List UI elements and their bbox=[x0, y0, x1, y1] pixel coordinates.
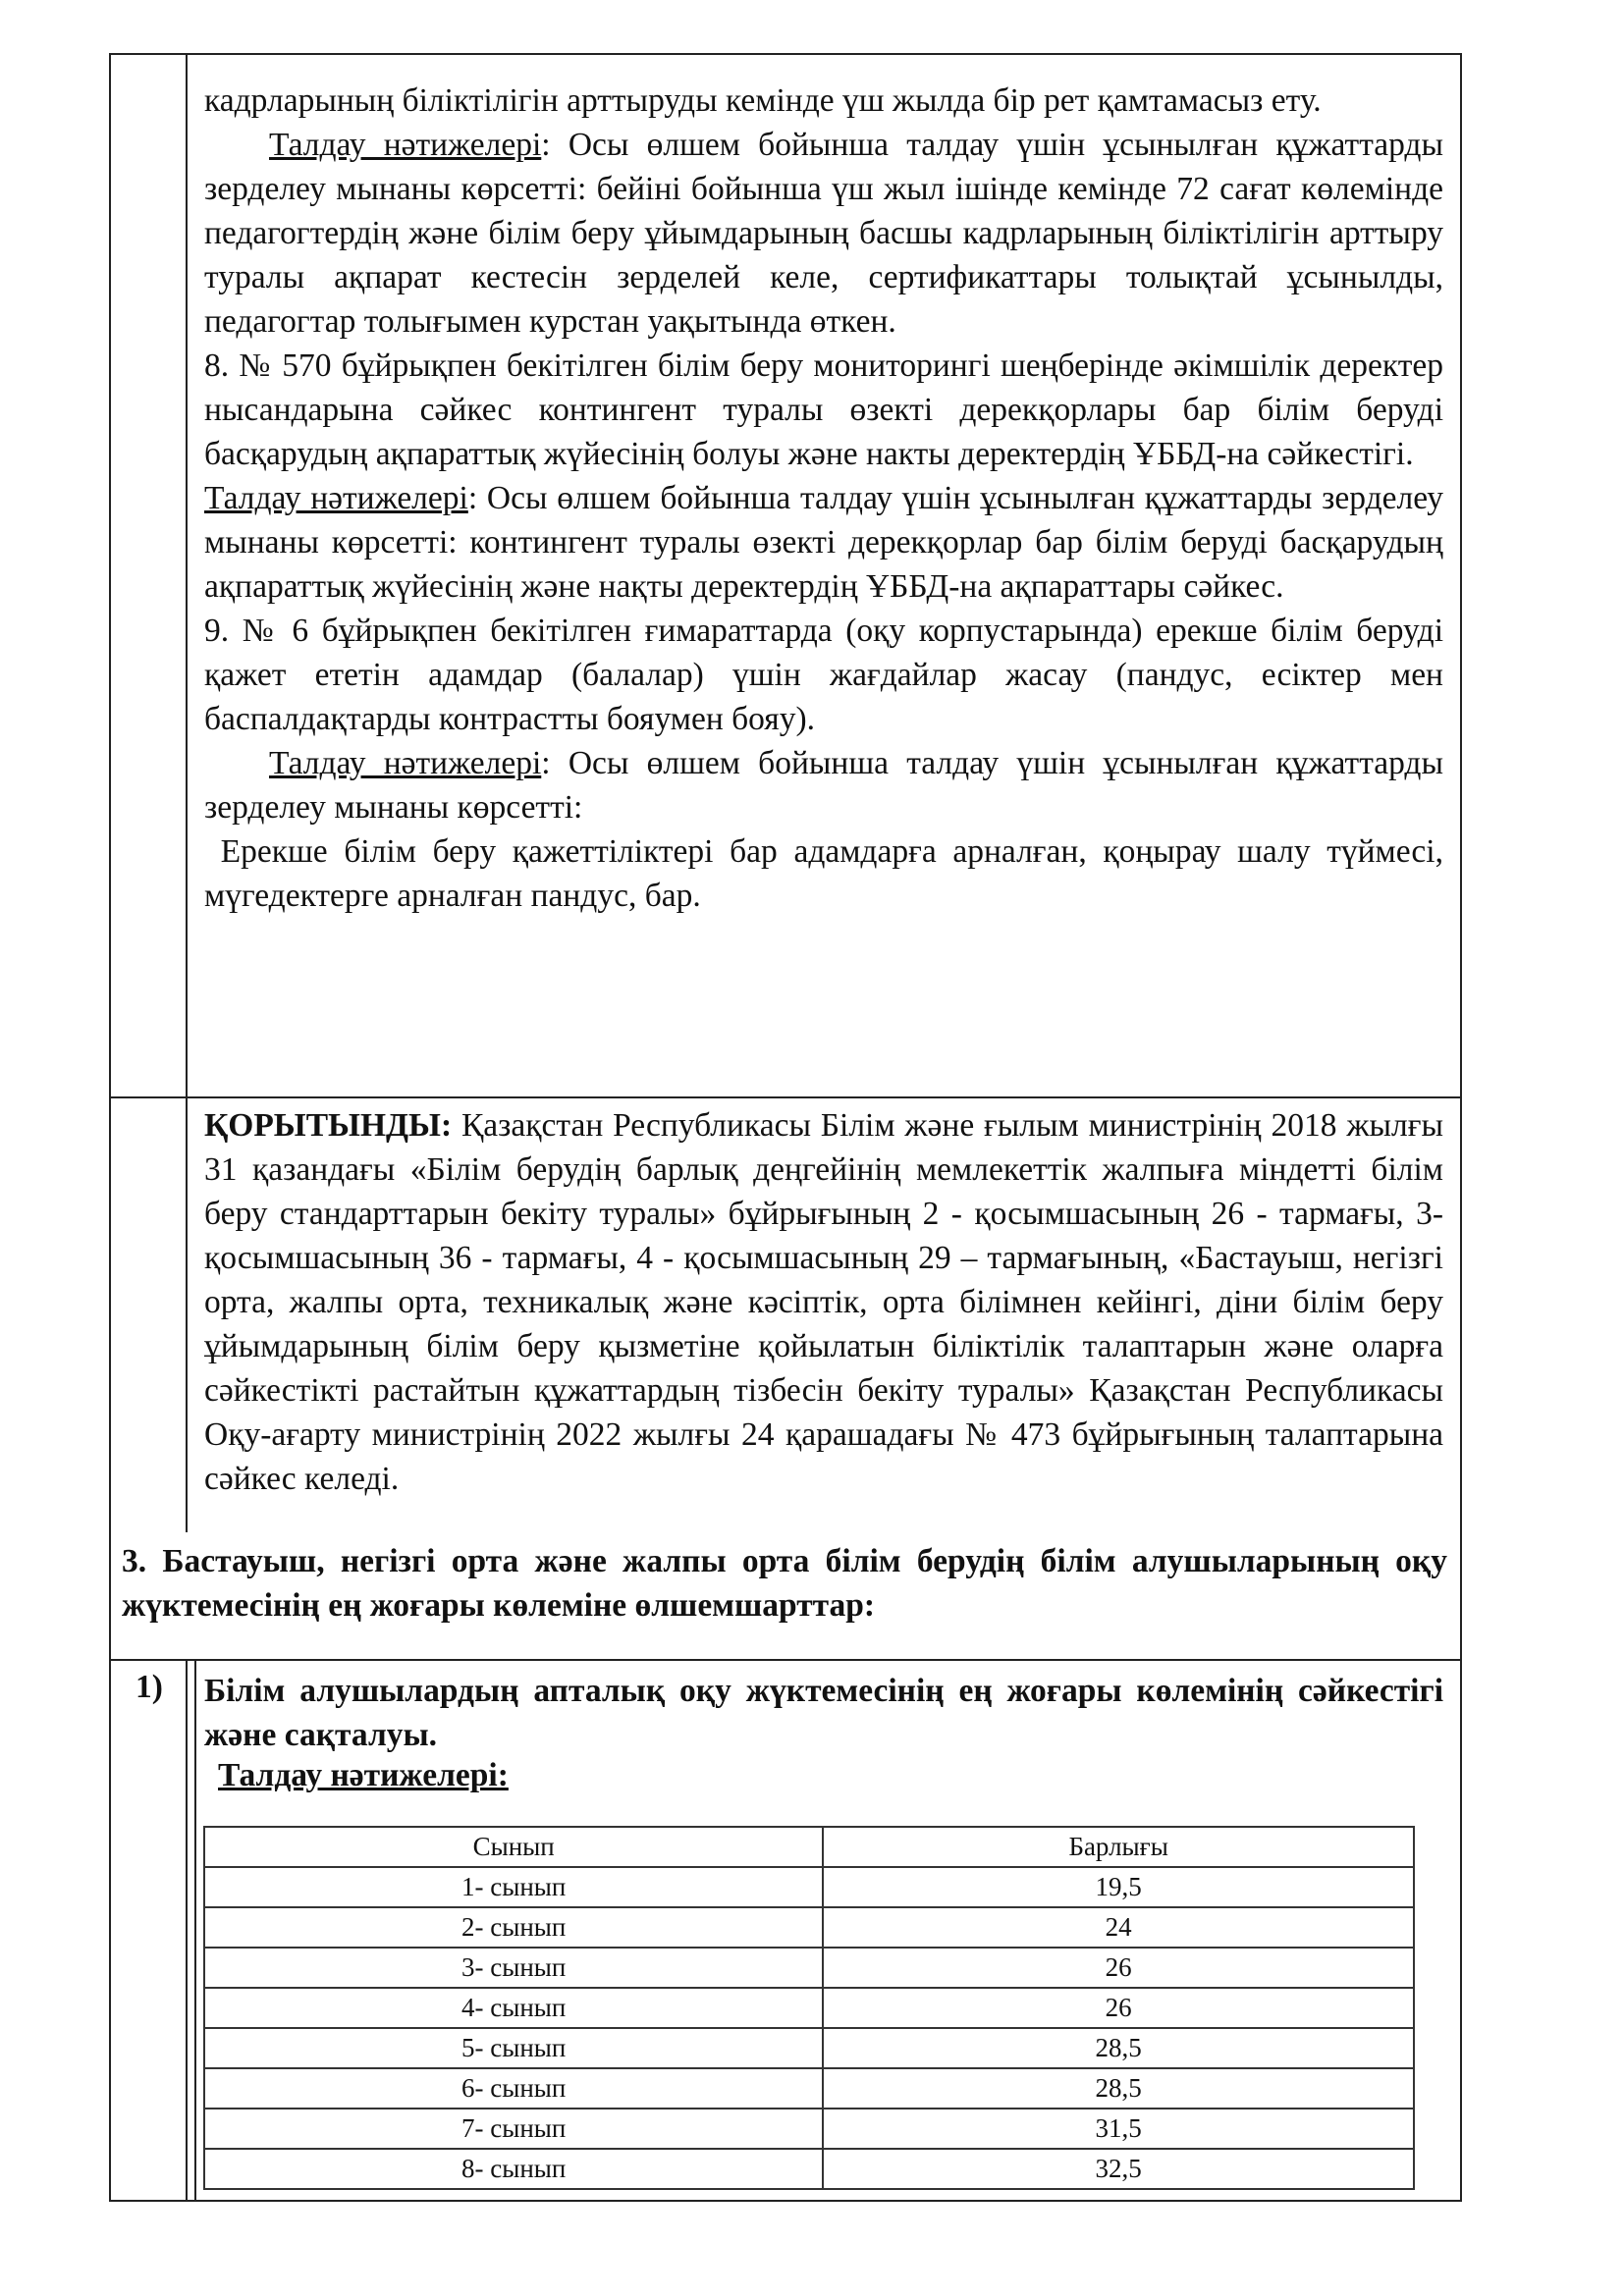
table-row bbox=[204, 1988, 1414, 2028]
analysis-text: : Осы өлшем бойынша талдау үшін ұсынылған құжаттарды зерделеу мынаны көрсетті: bbox=[204, 745, 1443, 826]
analysis-detail-9: Ерекше білім беру қажеттіліктері бар адамдарға арналған, қоңырау шалу түймесі, мүгедектерге арналған пандус, бар. bbox=[204, 833, 1452, 914]
table-header-row bbox=[204, 1827, 1414, 1867]
grade-cell: 8- сынып bbox=[204, 2149, 823, 2189]
criterion-9: 9. № 6 бұйрықпен бекітілген ғимараттарда (оқу корпустарында) ерекше білім беруді қажет ететін адамдар (балалар) үшін жағдайлар жасау (пандус, есіктер мен баспалдақтарды контрастты бояумен бояу). bbox=[204, 613, 1443, 737]
grade-cell: 6- сынып bbox=[204, 2068, 823, 2109]
grade-cell: 3- сынып bbox=[204, 1948, 823, 1988]
total-cell: 32,5 bbox=[823, 2149, 1414, 2189]
conclusion-text: Қазақстан Республикасы Білім және ғылым министрінің 2018 жылғы 31 қазандағы «Білім берудің барлық деңгейінің мемлекеттік жалпыға міндетті білім беру стандарттарын бекіту туралы» бұйрығының 2 - қосымшасының 26 - тармағы, 3-қосымшасының 36 - тармағы, 4 - қосымшасының 29 – тармағының, «Бастауыш, негізгі орта, жалпы орта, техникалық және кәсіптік, орта білімнен кейінгі, діни білім беру ұйымдарының білім беру қызметіне қойылатын біліктілік талаптарын және оларға сәйкестікті растайтын құжаттардың тізбесін бекіту туралы» Қазақстан Республикасы Оқу-ағарту министрінің 2022 жылғы 24 қарашадағы № 473 бұйрығының талаптарына сәйкес келеді. bbox=[204, 1107, 1443, 1497]
table-row bbox=[204, 1867, 1414, 1907]
table-row bbox=[204, 2028, 1414, 2068]
analysis-result-7 bbox=[204, 123, 1443, 344]
analysis-result-9 bbox=[204, 741, 1443, 829]
row-divider-1 bbox=[109, 1096, 1462, 1098]
analysis-text: : Осы өлшем бойынша талдау үшін ұсынылған құжаттарды зерделеу мынаны көрсетті: бейіні бойынша үш жыл ішінде кемінде 72 сағат көлемінде педагогтердің және білім беру ұйымдарының басшы кадрларының біліктілігін арттыру туралы ақпарат кестесін зерделей келе, сертификаттары толықтай ұсынылды, педагогтар толығымен курстан уақытында өткен. bbox=[204, 127, 1443, 340]
table-row bbox=[204, 2149, 1414, 2189]
total-cell: 31,5 bbox=[823, 2109, 1414, 2149]
column-divider-bottom-inner bbox=[194, 1659, 196, 2202]
row-divider-2 bbox=[109, 1659, 1462, 1661]
header-total: Барлығы bbox=[823, 1827, 1414, 1867]
table-row bbox=[204, 2068, 1414, 2109]
total-cell: 26 bbox=[823, 1948, 1414, 1988]
conclusion-paragraph bbox=[204, 1103, 1443, 1501]
table-row bbox=[204, 1948, 1414, 1988]
analysis-label: Талдау нәтижелері bbox=[269, 127, 542, 163]
results-label: Талдау нәтижелері: bbox=[218, 1757, 509, 1793]
table-row bbox=[204, 1907, 1414, 1948]
header-grade: Сынып bbox=[204, 1827, 823, 1867]
criterion-title: Білім алушылардың апталық оқу жүктемесінің ең жоғары көлемінің сәйкестігі және сақталуы. bbox=[204, 1673, 1443, 1753]
total-cell: 19,5 bbox=[823, 1867, 1414, 1907]
grade-cell: 4- сынып bbox=[204, 1988, 823, 2028]
criterion-number: 1) bbox=[135, 1669, 163, 1705]
analysis-label: Талдау нәтижелері bbox=[269, 745, 542, 781]
column-divider-top bbox=[186, 53, 188, 1532]
text-line-top: кадрларының біліктілігін арттыруды кемінде үш жылда бір рет қамтамасыз ету. bbox=[204, 82, 1322, 119]
total-cell: 28,5 bbox=[823, 2028, 1414, 2068]
analysis-label: Талдау нәтижелері bbox=[204, 480, 468, 516]
grade-cell: 7- сынып bbox=[204, 2109, 823, 2149]
analysis-text: : Осы өлшем бойынша талдау үшін ұсынылған құжаттарды зерделеу мынаны көрсетті: контингент туралы өзекті дерекқорлар бар білім беруді басқарудың ақпараттық жүйесінің және нақты деректердің ҰББД-на ақпараттары сәйкес. bbox=[204, 480, 1444, 605]
weekly-load-table bbox=[203, 1826, 1415, 2190]
section-3-heading: 3. Бастауыш, негізгі орта және жалпы орта білім берудің білім алушыларының оқу жүктемесінің ең жоғары көлеміне өлшемшарттар: bbox=[122, 1543, 1447, 1624]
grade-cell: 5- сынып bbox=[204, 2028, 823, 2068]
criteria-cell-top bbox=[204, 79, 1452, 918]
total-cell: 24 bbox=[823, 1907, 1414, 1948]
column-divider-bottom bbox=[186, 1659, 188, 2202]
table-row bbox=[204, 2109, 1414, 2149]
total-cell: 28,5 bbox=[823, 2068, 1414, 2109]
grade-cell: 2- сынып bbox=[204, 1907, 823, 1948]
criterion-8: 8. № 570 бұйрықпен бекітілген білім беру мониторингі шеңберінде әкімшілік деректер нысандарына сәйкес контингент туралы өзекті дерекқорлары бар білім беруді басқарудың ақпараттық жүйесінің болуы және накты деректердің ҰББД-на сәйкестігі. bbox=[204, 347, 1443, 472]
conclusion-label: ҚОРЫТЫНДЫ: bbox=[204, 1107, 453, 1144]
conclusion-cell bbox=[204, 1103, 1443, 1501]
grade-cell: 1- сынып bbox=[204, 1867, 823, 1907]
total-cell: 26 bbox=[823, 1988, 1414, 2028]
analysis-result-8 bbox=[204, 476, 1443, 609]
